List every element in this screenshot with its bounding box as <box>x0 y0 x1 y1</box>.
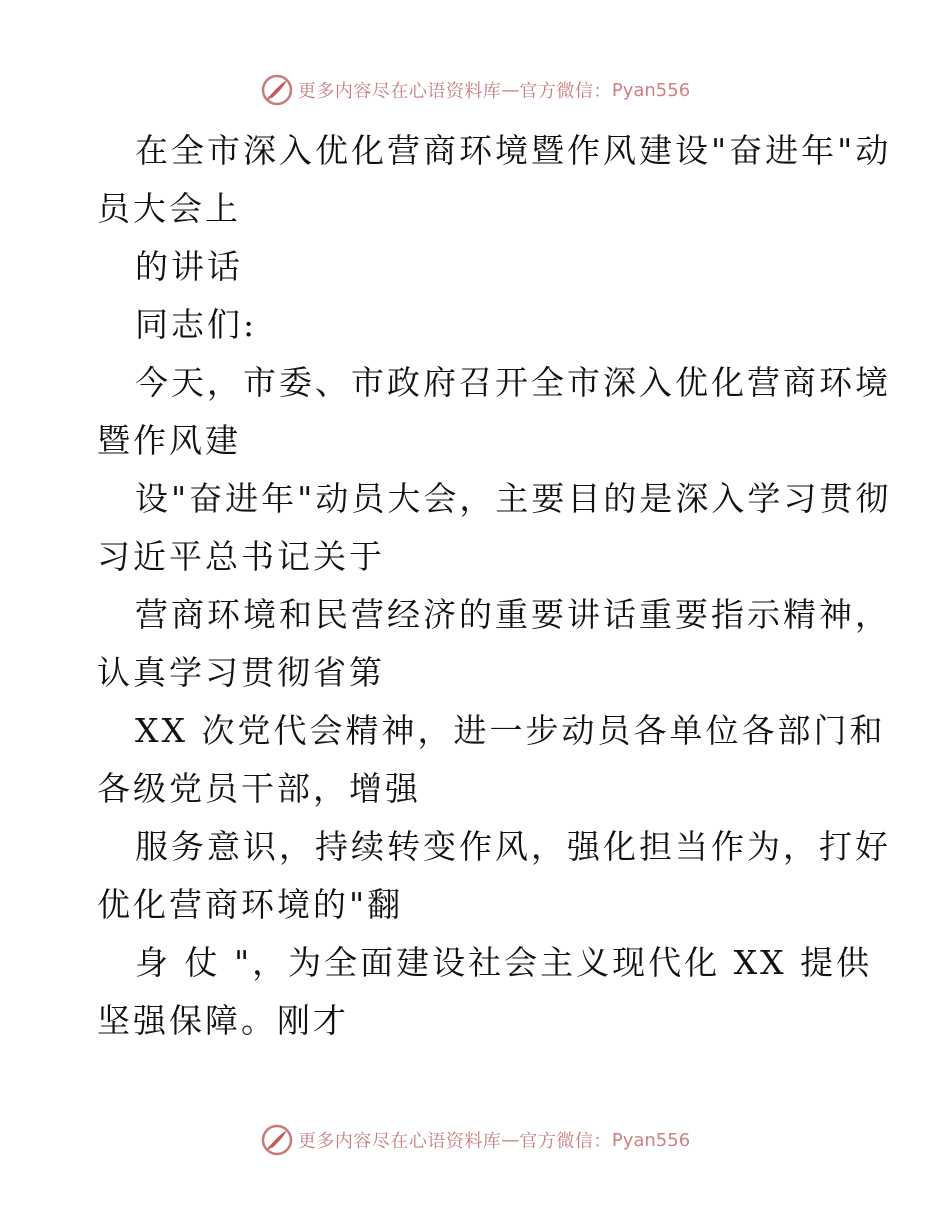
watermark-separator: — <box>501 1129 520 1151</box>
text-line: 认真学习贯彻省第 <box>97 653 385 692</box>
watermark-wechat-label: 官方微信： <box>519 81 612 102</box>
watermark-text: 更多内容尽在心语资料库 <box>297 1131 502 1152</box>
watermark-wechat-id: Pyan556 <box>611 1129 691 1151</box>
document-body <box>97 122 892 1050</box>
text-line: 在全市深入优化营商环境暨作风建设"奋进年"动 <box>135 131 892 170</box>
text-line: 的讲话 <box>135 247 243 286</box>
text-line: 优化营商环境的"翻 <box>97 885 404 924</box>
watermark-wechat-label: 官方微信： <box>519 1131 612 1152</box>
text-line: 今天，市委、市政府召开全市深入优化营商环境 <box>135 363 891 402</box>
watermark-separator: — <box>501 79 520 101</box>
text-line: 员大会上 <box>97 189 241 228</box>
quill-seal-icon <box>260 73 294 107</box>
salutation: 同志们: <box>135 305 258 344</box>
text-line: 营商环境和民营经济的重要讲话重要指示精神， <box>135 595 891 634</box>
text-line: 身 仗 "，为全面建设社会主义现代化 XX 提供 <box>135 943 873 982</box>
text-line: 暨作风建 <box>97 421 241 460</box>
text-line: 习近平总书记关于 <box>97 537 385 576</box>
text-line: 设"奋进年"动员大会，主要目的是深入学习贯彻 <box>135 479 892 518</box>
text-line: 各级党员干部，增强 <box>97 769 421 808</box>
watermark-footer <box>0 1120 950 1160</box>
quill-seal-icon <box>260 1123 294 1157</box>
text-line: XX 次党代会精神，进一步动员各单位各部门和 <box>135 711 886 750</box>
text-line: 服务意识，持续转变作风，强化担当作为，打好 <box>135 827 891 866</box>
text-line: 坚强保障。刚才 <box>97 1001 349 1040</box>
watermark-text: 更多内容尽在心语资料库 <box>297 81 502 102</box>
watermark-header <box>0 70 950 110</box>
watermark-wechat-id: Pyan556 <box>611 79 691 101</box>
